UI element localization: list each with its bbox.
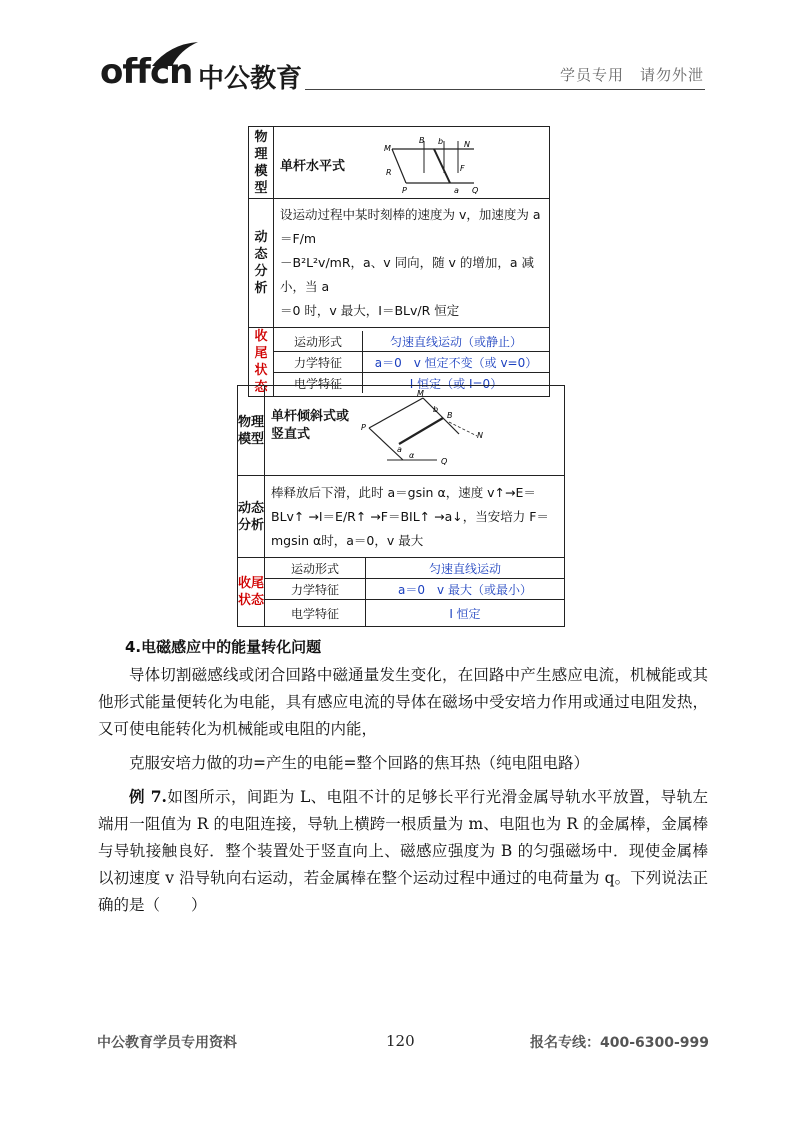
- dynamic-line: mgsin α时，a＝0，v 最大: [271, 532, 424, 548]
- model-cell: [265, 386, 565, 476]
- section-heading: 4.电磁感应中的能量转化问题: [125, 638, 322, 656]
- label-a: a: [397, 445, 402, 454]
- label-P: P: [402, 186, 407, 195]
- dynamic-line: BLv↑ →I＝E/R↑ →F＝BIL↑ →a↓，当安培力 F＝: [271, 508, 549, 524]
- model-label: 物理模型: [249, 127, 274, 199]
- example-7: [98, 783, 708, 919]
- row-name: 电学特征: [265, 600, 366, 627]
- row-name: 力学特征: [274, 352, 363, 373]
- label-M: M: [384, 144, 391, 153]
- label-M: M: [417, 389, 424, 398]
- label-alpha: α: [409, 451, 415, 460]
- dynamic-analysis: [265, 476, 565, 558]
- logo-latin: offcn: [100, 52, 193, 92]
- label-Q: Q: [472, 186, 479, 195]
- dynamic-line: 设运动过程中某时刻棒的速度为 v，加速度为 a＝F/m: [280, 207, 541, 246]
- dynamic-line: －B²L²v/mR，a、v 同向，随 v 的增加，a 减小，当 a: [280, 255, 535, 294]
- horizontal-rail-diagram: [374, 131, 494, 195]
- row-value: 匀速直线运动（或静止）: [363, 331, 550, 352]
- example-label: 例 7.: [129, 787, 167, 806]
- label-Q: Q: [441, 457, 448, 466]
- footer-hotline: 报名专线：400-6300-999: [530, 1035, 710, 1051]
- model-name: 单杆倾斜式或竖直式: [271, 409, 350, 442]
- logo-chinese: 中公教育: [198, 64, 303, 94]
- row-value: a＝0 v 恒定不变（或 v=0）: [363, 352, 550, 373]
- dynamic-line: ＝0 时，v 最大，I＝BLv/R 恒定: [280, 303, 460, 318]
- final-state-cell: [265, 558, 565, 627]
- final-state-table: [274, 331, 549, 393]
- label-N: N: [477, 431, 483, 440]
- model-table-incline: [237, 385, 565, 627]
- row-name: 运动形式: [265, 558, 366, 579]
- paragraph-energy-conversion: 导体切割磁感线或闭合回路中磁通量发生变化，在回路中产生感应电流，机械能或其他形式能量便转化为电能，具有感应电流的导体在磁场中受安培力作用或通过电阻发热，又可使电能转化为机械能或电阻的内能，: [98, 666, 708, 738]
- final-state-label: 收尾状态: [238, 558, 265, 627]
- model-name: 单杆水平式: [280, 159, 346, 174]
- row-name: 力学特征: [265, 579, 366, 600]
- row-value: 匀速直线运动: [366, 558, 565, 579]
- footer-left: 中公教育学员专用资料: [97, 1035, 237, 1051]
- page-number: 120: [386, 1032, 415, 1050]
- model-cell: [274, 127, 550, 199]
- row-value: I 恒定: [366, 600, 565, 627]
- label-b: b: [438, 137, 444, 146]
- dynamic-line: 棒释放后下滑，此时 a＝gsin α，速度 v↑→E＝: [271, 484, 536, 500]
- label-a: a: [454, 186, 459, 195]
- label-b: b: [433, 405, 439, 414]
- dynamic-label: 动态分析: [238, 476, 265, 558]
- example-text: 如图所示，间距为 L、电阻不计的足够长平行光滑金属导轨水平放置，导轨左端用一阻值为 R 的电阻连接，导轨上横跨一根质量为 m、电阻也为 R 的金属棒，金属棒与导轨接触良好．整个装置处于竖直向上、磁感应强度为 B 的匀强磁场中．现使金属棒以初速度 v 沿导轨向右运动，若金属棒在整个运动过程中通过的电荷量为 q。下列说法正确的是（ ）: [98, 788, 708, 914]
- model-table-horizontal: [248, 126, 550, 397]
- row-value: I 恒定（或 I=0）: [363, 373, 550, 394]
- label-B: B: [447, 411, 453, 420]
- header-notice: 学员专用 请勿外泄: [559, 66, 704, 84]
- label-P: P: [361, 423, 366, 432]
- row-name: 运动形式: [274, 331, 363, 352]
- label-R: R: [386, 168, 392, 177]
- header-rule: [305, 89, 705, 90]
- row-value: a＝0 v 最大（或最小）: [366, 579, 565, 600]
- row-name: 电学特征: [274, 373, 363, 394]
- label-F: F: [460, 164, 465, 173]
- final-state-label: 收尾状态: [249, 328, 274, 397]
- dynamic-analysis: [274, 199, 550, 328]
- label-B: B: [419, 136, 425, 145]
- final-state-table: [265, 558, 564, 626]
- model-label: 物理模型: [238, 386, 265, 476]
- label-N: N: [464, 140, 470, 149]
- incline-rail-diagram: [357, 388, 492, 474]
- paragraph-work-energy: 克服安培力做的功=产生的电能=整个回路的焦耳热（纯电阻电路）: [129, 754, 589, 772]
- dynamic-label: 动态分析: [249, 199, 274, 328]
